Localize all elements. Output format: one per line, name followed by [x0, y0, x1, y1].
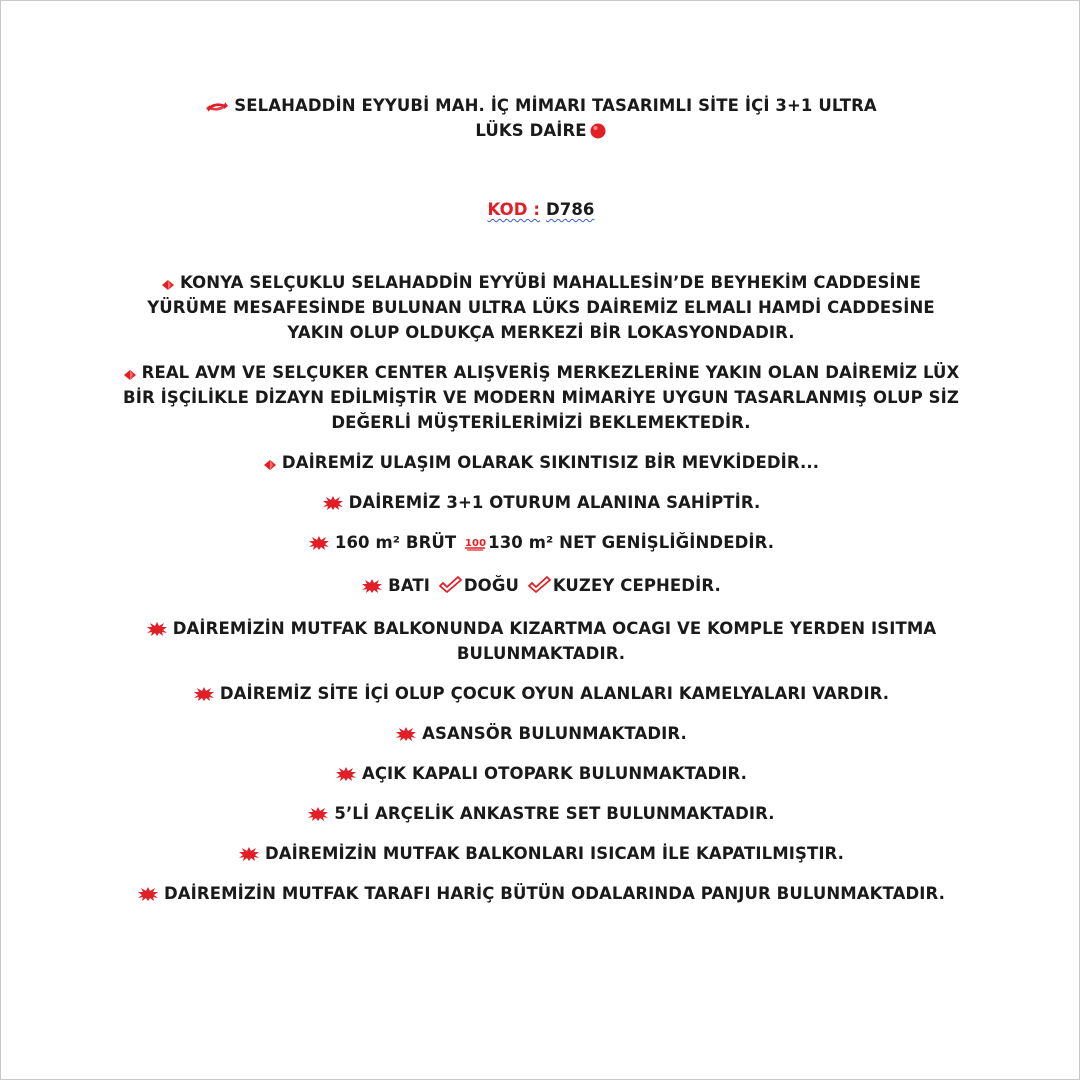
red-burst-icon — [322, 495, 344, 511]
red-circle-icon — [589, 121, 607, 139]
hundred-points-icon — [464, 533, 486, 558]
title-line-2: LÜKS DAİRE — [475, 121, 587, 140]
code-value: D786 — [545, 200, 595, 219]
paragraph-appliances: 5’Lİ ARÇELİK ANKASTRE SET BULUNMAKTADIR. — [121, 801, 961, 826]
document-body — [121, 93, 961, 921]
red-burst-icon — [308, 535, 330, 551]
check-mark-icon — [438, 576, 462, 601]
paragraph-kitchen-heating: DAİREMİZİN MUTFAK BALKONUNDA KIZARTMA OCAGI VE KOMPLE YERDEN ISITMA BULUNMAKTADIR. — [121, 616, 961, 666]
check-mark-icon — [527, 576, 551, 601]
title-line-1: SELAHADDİN EYYUBİ MAH. İÇ MİMARI TASARIMLI SİTE İÇİ 3+1 ULTRA — [234, 96, 877, 115]
red-burst-icon — [361, 578, 383, 594]
paragraph-transport: DAİREMİZ ULAŞIM OLARAK SIKINTISIZ BİR MEVKİDEDİR... — [121, 450, 961, 475]
red-arrows-icon — [205, 100, 229, 114]
red-burst-icon — [193, 686, 215, 702]
document-title — [121, 93, 961, 143]
red-diamond-icon — [161, 279, 175, 291]
paragraph-balcony-glass: DAİREMİZİN MUTFAK BALKONLARI ISICAM İLE KAPATILMIŞTIR. — [121, 841, 961, 866]
paragraph-elevator: ASANSÖR BULUNMAKTADIR. — [121, 721, 961, 746]
paragraph-facades: BATI DOĞU KUZEY CEPHEDİR. — [121, 573, 961, 601]
svg-text:100: 100 — [465, 538, 487, 549]
red-burst-icon — [146, 621, 168, 637]
red-diamond-icon — [263, 459, 277, 471]
red-burst-icon — [137, 886, 159, 902]
red-burst-icon — [238, 846, 260, 862]
paragraph-site-amenities: DAİREMİZ SİTE İÇİ OLUP ÇOCUK OYUN ALANLARI KAMELYALARI VARDIR. — [121, 681, 961, 706]
listing-code — [121, 197, 961, 222]
paragraph-parking: AÇIK KAPALI OTOPARK BULUNMAKTADIR. — [121, 761, 961, 786]
red-diamond-icon — [123, 369, 137, 381]
paragraph-rooms: DAİREMİZ 3+1 OTURUM ALANINA SAHİPTİR. — [121, 490, 961, 515]
paragraph-location: KONYA SELÇUKLU SELAHADDİN EYYÜBİ MAHALLESİN’DE BEYHEKİM CADDESİNE YÜRÜME MESAFESİNDE BULUNAN ULTRA LÜKS DAİREMİZ ELMALI HAMDİ CADDESİNE YAKIN OLUP OLDUKÇA MERKEZİ BİR LOKASYONDADIR. — [147, 273, 935, 342]
paragraph-nearby-malls: REAL AVM VE SELÇUKER CENTER ALIŞVERİŞ MERKEZLERİNE YAKIN OLAN DAİREMİZ LÜX BİR İŞÇİLİKLE DİZAYN EDİLMİŞTİR VE MODERN MİMARİYE UYGUN TASARLANMIŞ OLUP SİZ DEĞERLİ MÜŞTERİLERİMİZİ BEKLEMEKTEDİR. — [123, 363, 960, 432]
code-label: KOD : — [487, 200, 541, 219]
paragraph-size: 160 m² BRÜT 100 130 m² NET GENİŞLİĞİNDEDİR. — [121, 530, 961, 558]
red-burst-icon — [395, 726, 417, 742]
paragraph-shutters: DAİREMİZİN MUTFAK TARAFI HARİÇ BÜTÜN ODALARINDA PANJUR BULUNMAKTADIR. — [121, 881, 961, 906]
red-burst-icon — [335, 766, 357, 782]
red-burst-icon — [307, 806, 329, 822]
